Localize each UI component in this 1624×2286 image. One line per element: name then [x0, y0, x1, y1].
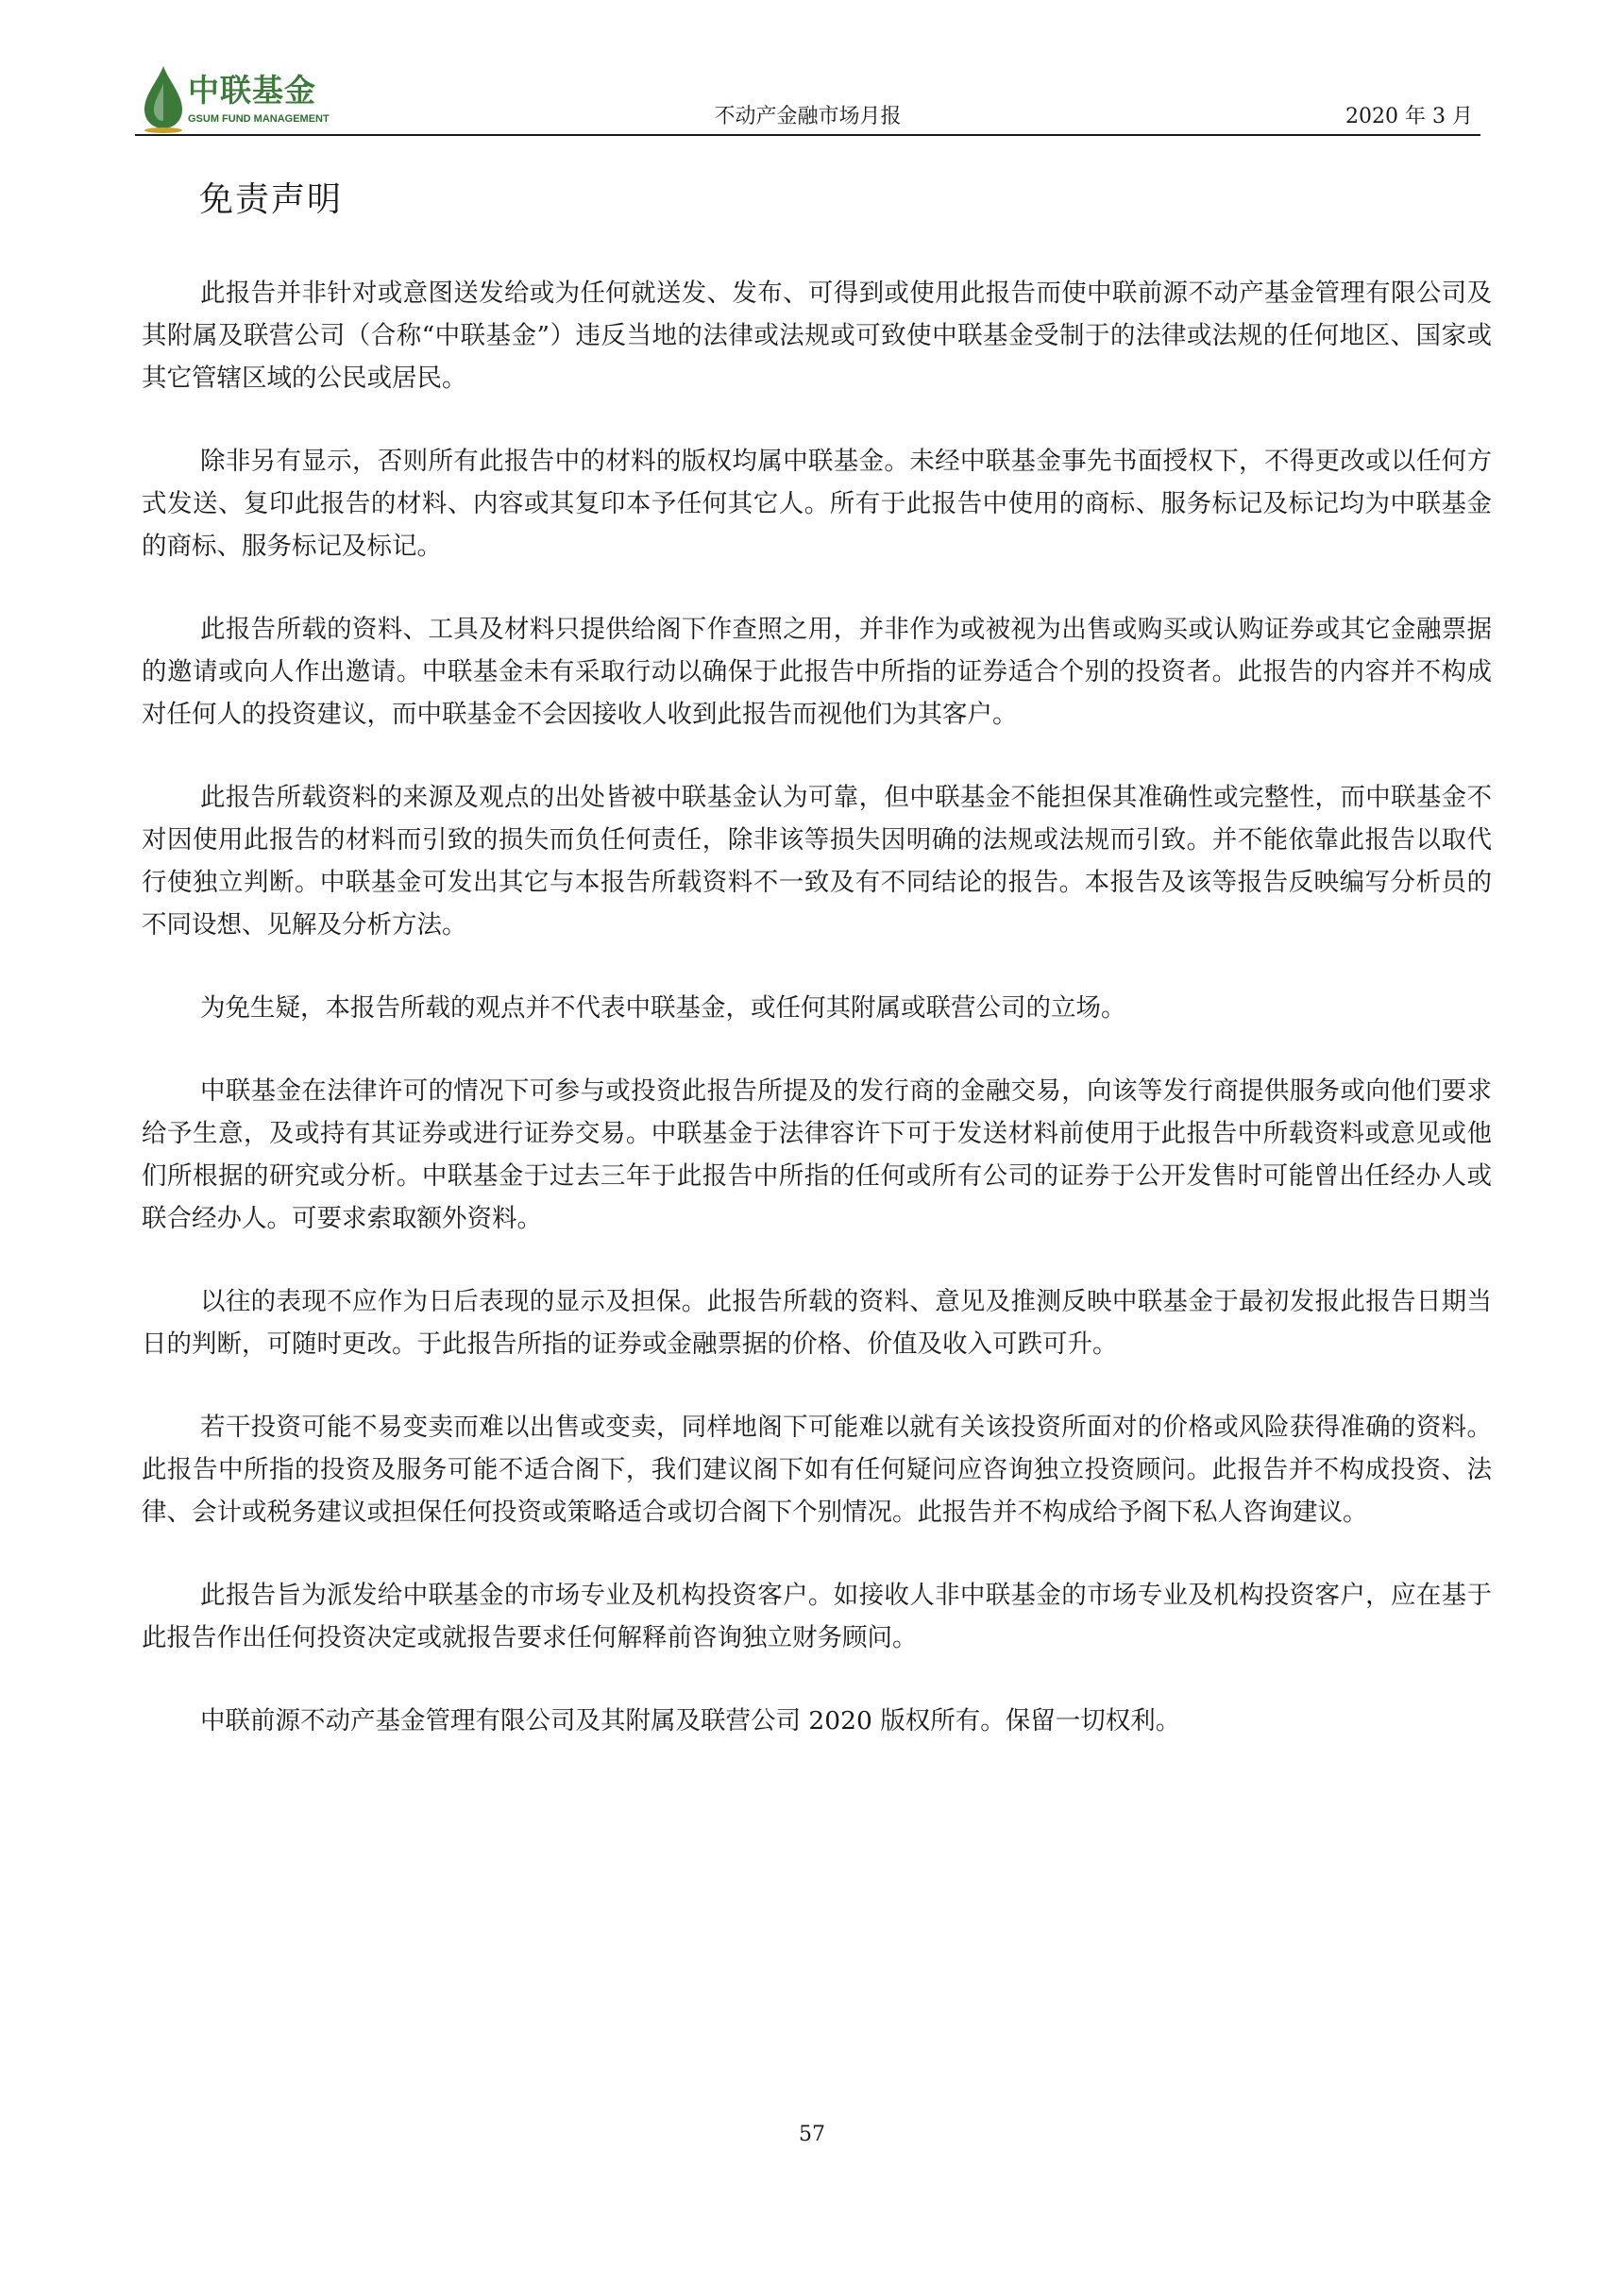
disclaimer-paragraph: 此报告所载资料的来源及观点的出处皆被中联基金认为可靠，但中联基金不能担保其准确性或完整性，而中联基金不对因使用此报告的材料而引致的损失而负任何责任，除非该等损失因明确的法规或法规而引致。并不能依靠此报告以取代行使独立判断。中联基金可发出其它与本报告所载资料不一致及有不同结论的报告。本报告及该等报告反映编写分析员的不同设想、见解及分析方法。 — [142, 783, 1492, 940]
page-number: 57 — [799, 2123, 825, 2146]
logo-english-name: GSUM FUND MANAGEMENT — [188, 113, 330, 125]
disclaimer-paragraph: 此报告旨为派发给中联基金的市场专业及机构投资客户。如接收人非中联基金的市场专业及机构投资客户，应在基于此报告作出任何投资决定或就报告要求任何解释前咨询独立财务顾问。 — [142, 1581, 1492, 1652]
report-date: 2020 年 3 月 — [1345, 105, 1473, 128]
copyright-paragraph: 中联前源不动产基金管理有限公司及其附属及联营公司 2020 版权所有。保留一切权利。 — [200, 1706, 1181, 1736]
disclaimer-paragraph: 此报告并非针对或意图送发给或为任何就送发、发布、可得到或使用此报告而使中联前源不动产基金管理有限公司及其附属及联营公司（合称“中联基金”）违反当地的法律或法规或可致使中联基金受制于的法律或法规的任何地区、国家或其它管辖区域的公民或居民。 — [142, 279, 1492, 393]
header-divider — [135, 134, 1480, 136]
logo-chinese-name: 中联基金 — [188, 72, 316, 109]
disclaimer-paragraph: 若干投资可能不易变卖而难以出售或变卖，同样地阁下可能难以就有关该投资所面对的价格或风险获得准确的资料。此报告中所指的投资及服务可能不适合阁下，我们建议阁下如有任何疑问应咨询独立投资顾问。此报告并不构成投资、法律、会计或税务建议或担保任何投资或策略适合或切合阁下个别情况。此报告并不构成给予阁下私人咨询建议。 — [142, 1413, 1492, 1527]
disclaimer-body — [142, 272, 1492, 1783]
disclaimer-paragraph: 中联基金在法律许可的情况下可参与或投资此报告所提及的发行商的金融交易，向该等发行商提供服务或向他们要求给予生意，及或持有其证券或进行证券交易。中联基金于法律容许下可于发送材料前使用于此报告中所载资料或意见或他们所根据的研究或分析。中联基金于过去三年于此报告中所指的任何或所有公司的证券于公开发售时可能曾出任经办人或联合经办人。可要求索取额外资料。 — [142, 1076, 1492, 1233]
disclaimer-paragraph: 除非另有显示，否则所有此报告中的材料的版权均属中联基金。未经中联基金事先书面授权下，不得更改或以任何方式发送、复印此报告的材料、内容或其复印本予任何其它人。所有于此报告中使用的商标、服务标记及标记均为中联基金的商标、服务标记及标记。 — [142, 447, 1492, 561]
disclaimer-paragraph: 以往的表现不应作为日后表现的显示及担保。此报告所载的资料、意见及推测反映中联基金于最初发报此报告日期当日的判断，可随时更改。于此报告所指的证券或金融票据的价格、价值及收入可跌可升。 — [142, 1287, 1492, 1359]
section-title: 免责声明 — [199, 180, 344, 219]
page-header — [135, 62, 1480, 138]
disclaimer-paragraph: 此报告所载的资料、工具及材料只提供给阁下作查照之用，并非作为或被视为出售或购买或认购证券或其它金融票据的邀请或向人作出邀请。中联基金未有采取行动以确保于此报告中所指的证券适合个别的投资者。此报告的内容并不构成对任何人的投资建议，而中联基金不会因接收人收到此报告而视他们为其客户。 — [142, 615, 1492, 729]
disclaimer-paragraph: 为免生疑，本报告所载的观点并不代表中联基金，或任何其附属或联营公司的立场。 — [200, 993, 1126, 1023]
report-title: 不动产金融市场月报 — [714, 105, 902, 128]
